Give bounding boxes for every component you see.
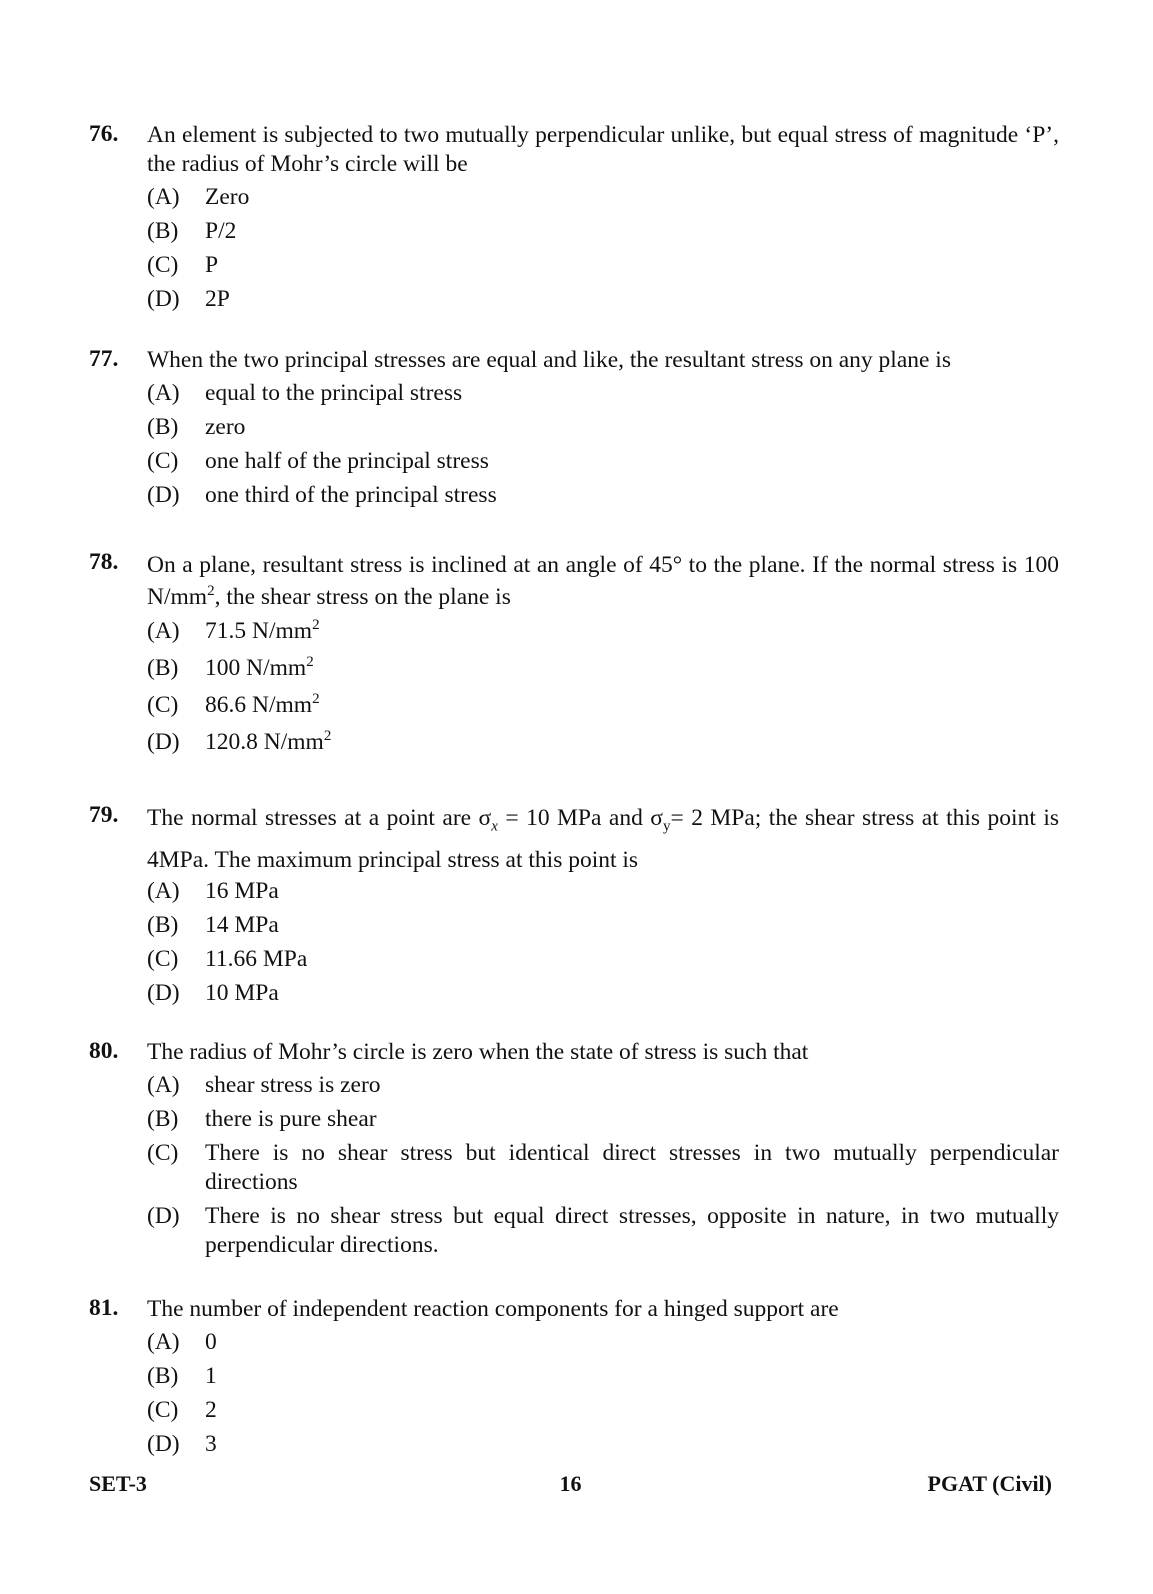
options-list (147, 379, 1059, 510)
option-label: (C) (147, 1140, 179, 1166)
option-text: P (205, 252, 219, 278)
option-text: 3 (205, 1431, 217, 1457)
option-text: 100 N/mm (205, 655, 307, 681)
option-label: (B) (147, 218, 179, 244)
option-label: (A) (147, 1072, 180, 1098)
option-label: (C) (147, 252, 179, 278)
option-a (147, 877, 1059, 906)
question-text: The number of independent reaction components for a hinged support are (147, 1296, 839, 1322)
option-c (147, 251, 1059, 280)
option-label: (B) (147, 1363, 179, 1389)
option-text: Zero (205, 184, 250, 210)
option-text: zero (205, 414, 246, 440)
option-label: (D) (147, 729, 180, 755)
option-text: 71.5 N/mm (205, 618, 313, 644)
option-d (147, 1202, 1059, 1260)
question-80 (89, 1038, 1059, 1265)
option-label: (D) (147, 1203, 180, 1229)
option-b: (B) 100 $N/mm^2$ (147, 654, 314, 681)
option-label: (D) (147, 286, 180, 312)
option-label: (B) (147, 1106, 179, 1132)
question-text: An element is subjected to two mutually perpendicular unlike, but equal stress of magnitude ‘P’, the radius of Mohr’s circle will be (147, 122, 1059, 177)
question-number: 80. (89, 1038, 119, 1064)
option-text: P/2 (205, 218, 237, 244)
option-text: there is pure shear (205, 1106, 377, 1132)
question-79 (89, 802, 1059, 1013)
option-text: 2 (205, 1397, 217, 1423)
option-label: (D) (147, 979, 180, 1006)
option-label: (A) (147, 380, 180, 406)
option-text: 16 MPa (205, 877, 279, 904)
option-text: one third of the principal stress (205, 482, 497, 508)
question-77 (89, 346, 1059, 515)
option-label: (A) (147, 877, 180, 904)
option-text: 10 MPa (205, 979, 279, 1006)
option-text: one half of the principal stress (205, 448, 489, 474)
footer-exam-label: PGAT (Civil) (927, 1471, 1052, 1496)
option-text: 120.8 N/mm (205, 729, 324, 755)
option-label: (C) (147, 1397, 179, 1423)
option-c (147, 945, 1059, 974)
options-list (147, 617, 1059, 757)
option-label: (B) (147, 911, 179, 938)
option-text: 11.66 MPa (205, 945, 308, 972)
option-text: There is no shear stress but identical direct stresses in two mutually perpendicular directions (205, 1140, 1059, 1195)
option-d (147, 285, 1059, 314)
option-label: (B) (147, 655, 179, 681)
question-number: 81. (89, 1295, 119, 1321)
option-c: (C) 86.6 $N/mm^2$ (147, 691, 320, 718)
option-text: 2P (205, 286, 230, 312)
option-label: (C) (147, 448, 179, 474)
option-b (147, 911, 1059, 940)
option-d (147, 481, 1059, 510)
option-a (147, 183, 1059, 212)
option-a (147, 1328, 1059, 1357)
question-76 (89, 121, 1059, 319)
option-label: (C) (147, 945, 179, 972)
option-c (147, 1396, 1059, 1425)
options-list (147, 1328, 1059, 1459)
option-b (147, 1105, 1059, 1134)
option-d (147, 979, 1059, 1008)
question-number: 77. (89, 346, 119, 372)
question-number: 78. (89, 549, 119, 575)
option-text: shear stress is zero (205, 1072, 381, 1098)
options-list (147, 877, 1059, 1008)
option-text: 86.6 N/mm (205, 692, 313, 718)
option-a (147, 1071, 1059, 1100)
option-text: equal to the principal stress (205, 380, 463, 406)
option-label: (A) (147, 184, 180, 210)
option-b (147, 1362, 1059, 1391)
question-number: 76. (89, 121, 119, 147)
option-text: There is no shear stress but equal direct stresses, opposite in nature, in two mutually perpendicular directions. (205, 1203, 1059, 1258)
option-text: 0 (205, 1329, 217, 1355)
option-label: (A) (147, 1329, 180, 1355)
option-label: (D) (147, 1431, 180, 1457)
option-text: 1 (205, 1363, 217, 1389)
question-text: On a plane, resultant stress is inclined at an angle of 45° to the plane. If the normal stress is 100 $N/mm^2$, the shear stress on the plane is (147, 552, 1059, 610)
option-c (147, 1139, 1059, 1197)
option-b (147, 217, 1059, 246)
question-text: The normal stresses at a point are $\sigma_x = 10$ MPa and $\sigma_y= 2$ MPa; the shear stress at this point is 4MPa. The maximum principal stress at this point is (147, 805, 1059, 873)
option-b (147, 413, 1059, 442)
options-list (147, 1071, 1059, 1260)
option-a: (A) 71.5 $N/mm^2$ (147, 617, 320, 644)
option-label: (B) (147, 414, 179, 440)
footer-set-label: SET-3 (89, 1471, 147, 1496)
question-78 (89, 549, 1059, 765)
question-text: When the two principal stresses are equal and like, the resultant stress on any plane is (147, 347, 951, 373)
option-label: (C) (147, 692, 179, 718)
footer-page-number: 16 (559, 1471, 582, 1496)
question-81 (89, 1295, 1059, 1464)
option-c (147, 447, 1059, 476)
question-text: The radius of Mohr’s circle is zero when the state of stress is such that (147, 1039, 809, 1065)
option-label: (A) (147, 618, 180, 644)
option-label: (D) (147, 482, 180, 508)
question-number: 79. (89, 802, 119, 828)
options-list (147, 183, 1059, 314)
option-d: (D) 120.8 $N/mm^2$ (147, 728, 332, 755)
option-d (147, 1430, 1059, 1459)
option-text: 14 MPa (205, 911, 279, 938)
option-a (147, 379, 1059, 408)
